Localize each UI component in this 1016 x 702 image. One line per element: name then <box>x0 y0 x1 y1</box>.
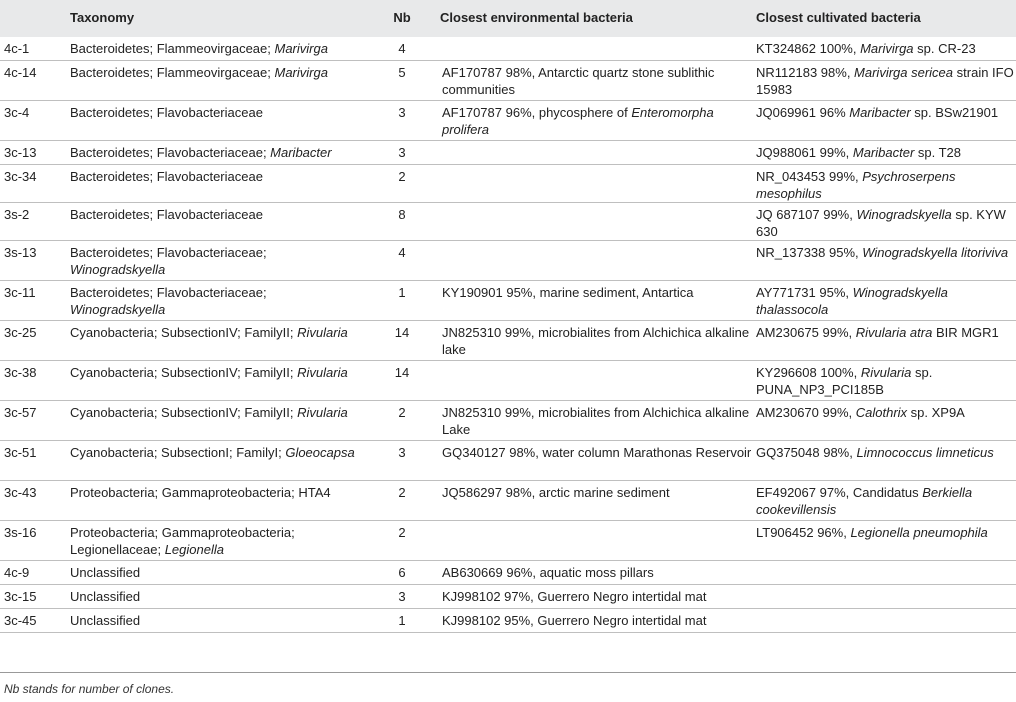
cell-text: Unclassified <box>70 589 141 604</box>
clone-id-cell: 3c-57 <box>4 405 37 420</box>
italic-taxon-name: Winogradskyella <box>70 261 166 277</box>
clone-count-cell: 3 <box>398 105 406 120</box>
environmental-bacteria-cell <box>438 481 754 521</box>
cultivated-bacteria-cell <box>754 561 1016 585</box>
cell-text: Proteobacteria; Gammaproteobacteria; HTA4 <box>70 485 331 500</box>
cell-text: JN825310 99%, microbialites from Alchichica alkaline lake <box>442 325 750 357</box>
environmental-bacteria-cell <box>438 101 754 141</box>
clone-count-cell: 14 <box>394 365 410 380</box>
clone-id-cell: 3s-2 <box>4 207 30 222</box>
environmental-bacteria-cell <box>438 141 754 165</box>
environmental-bacteria-cell <box>438 321 754 361</box>
table-row <box>0 321 1016 361</box>
cell-text: NR112183 98%, <box>756 65 855 80</box>
cultivated-bacteria-cell <box>754 141 1016 165</box>
italic-taxon-name: Rivularia <box>860 365 912 380</box>
environmental-bacteria-cell <box>438 441 754 481</box>
italic-taxon-name: Gloeocapsa <box>285 445 355 460</box>
taxonomy-cell <box>68 521 366 561</box>
clone-id-cell: 3c-43 <box>4 485 37 500</box>
cell-text: AF170787 96%, phycosphere of <box>442 105 632 120</box>
taxonomy-cell <box>68 281 366 321</box>
clone-id-cell: 4c-14 <box>4 65 37 80</box>
cell-text: KY296608 100%, <box>756 365 861 380</box>
italic-taxon-name: Calothrix <box>855 405 908 420</box>
cell-text: GQ340127 98%, water column Marathonas Reservoir <box>442 445 752 460</box>
clone-count-cell: 2 <box>398 485 406 500</box>
table-row <box>0 37 1016 61</box>
taxonomy-cell <box>68 361 366 401</box>
cell-text: sp. CR-23 <box>913 41 976 56</box>
cultivated-bacteria-cell <box>754 441 1016 481</box>
environmental-bacteria-cell <box>438 561 754 585</box>
cell-text: AF170787 98%, Antarctic quartz stone sublithic communities <box>442 65 715 97</box>
italic-taxon-name: Marivirga sericea <box>854 65 954 80</box>
cultivated-bacteria-cell <box>754 361 1016 401</box>
clone-id-cell: 3c-34 <box>4 169 37 184</box>
cultivated-bacteria-cell <box>754 281 1016 321</box>
taxonomy-cell <box>68 585 366 609</box>
table-row <box>0 241 1016 281</box>
environmental-bacteria-cell <box>438 609 754 633</box>
taxonomy-cell <box>68 609 366 633</box>
header-id <box>0 0 68 37</box>
taxonomy-cell <box>68 441 366 481</box>
taxonomy-cell <box>68 561 366 585</box>
table-row <box>0 141 1016 165</box>
cell-text: BIR MGR1 <box>932 325 999 340</box>
header-nb: Nb <box>393 10 411 26</box>
cell-text: Bacteroidetes; Flavobacteriaceae <box>70 207 263 222</box>
clone-id-cell: 3c-13 <box>4 145 37 160</box>
clone-count-cell: 5 <box>398 65 406 80</box>
taxonomy-cell <box>68 203 366 241</box>
italic-taxon-name: Marivirga <box>860 41 914 56</box>
italic-taxon-name: Legionella <box>164 541 224 557</box>
cultivated-bacteria-cell <box>754 203 1016 241</box>
cell-text: KJ998102 97%, Guerrero Negro intertidal mat <box>442 589 707 604</box>
table-row <box>0 361 1016 401</box>
italic-taxon-name: Maribacter <box>852 145 915 160</box>
cell-text: sp. KYW 630 <box>756 207 1006 239</box>
table-row <box>0 441 1016 481</box>
italic-taxon-name: Maribacter <box>270 145 332 160</box>
cell-text: sp. XP9A <box>907 405 965 420</box>
italic-taxon-name: Winogradskyella litoriviva <box>862 245 1009 260</box>
cultivated-bacteria-cell <box>754 585 1016 609</box>
cell-text: GQ375048 98%, <box>756 445 857 460</box>
taxonomy-cell <box>68 101 366 141</box>
clone-count-cell: 8 <box>398 207 406 222</box>
cell-text: JQ586297 98%, arctic marine sediment <box>442 485 670 500</box>
cell-text: Bacteroidetes; Flavobacteriaceae; <box>70 285 267 300</box>
italic-taxon-name: Rivularia atra <box>855 325 933 340</box>
table-row <box>0 401 1016 441</box>
cell-text: JN825310 99%, microbialites from Alchichica alkaline Lake <box>442 405 750 437</box>
cell-text: JQ988061 99%, <box>756 145 853 160</box>
header-taxonomy: Taxonomy <box>70 10 135 26</box>
table-row <box>0 101 1016 141</box>
table-row <box>0 61 1016 101</box>
cell-text: Bacteroidetes; Flammeovirgaceae; <box>70 41 275 56</box>
italic-taxon-name: Marivirga <box>274 41 328 56</box>
italic-taxon-name: Psychroserpens mesophilus <box>756 169 956 201</box>
cultivated-bacteria-cell <box>754 321 1016 361</box>
cultivated-bacteria-cell <box>754 165 1016 203</box>
clone-count-cell: 1 <box>398 613 406 628</box>
cultivated-bacteria-cell <box>754 481 1016 521</box>
clone-count-cell: 3 <box>398 145 406 160</box>
cell-text: LT906452 96%, <box>756 525 851 540</box>
taxonomy-cell <box>68 37 366 61</box>
environmental-bacteria-cell <box>438 361 754 401</box>
cell-text: strain IFO 15983 <box>756 65 1014 97</box>
taxonomy-cell <box>68 165 366 203</box>
taxonomy-cell <box>68 61 366 101</box>
cell-text: sp. BSw21901 <box>910 105 999 120</box>
table-row <box>0 521 1016 561</box>
cell-text: sp. T28 <box>914 145 962 160</box>
taxonomy-cell <box>68 321 366 361</box>
cell-text: sp. PUNA_NP3_PCI185B <box>756 365 933 397</box>
clone-id-cell: 3c-38 <box>4 365 37 380</box>
clone-id-cell: 4c-1 <box>4 41 30 56</box>
cultivated-bacteria-cell <box>754 61 1016 101</box>
table-row <box>0 203 1016 241</box>
taxonomy-cell <box>68 241 366 281</box>
environmental-bacteria-cell <box>438 585 754 609</box>
taxonomy-cell <box>68 401 366 441</box>
cultivated-bacteria-cell <box>754 521 1016 561</box>
cell-text: KY190901 95%, marine sediment, Antartica <box>442 285 694 300</box>
cultivated-bacteria-cell <box>754 609 1016 633</box>
cell-text: KT324862 100%, <box>756 41 861 56</box>
italic-taxon-name: Limnococcus limneticus <box>856 445 994 460</box>
clone-count-cell: 2 <box>398 525 406 540</box>
environmental-bacteria-cell <box>438 203 754 241</box>
environmental-bacteria-cell <box>438 281 754 321</box>
table-footnote: Nb stands for number of clones. <box>4 682 175 696</box>
environmental-bacteria-cell <box>438 37 754 61</box>
clone-count-cell: 4 <box>398 245 406 260</box>
clone-id-cell: 3c-51 <box>4 445 37 460</box>
taxonomy-cell <box>68 481 366 521</box>
cell-text: EF492067 97%, Candidatus <box>756 485 923 500</box>
clone-count-cell: 1 <box>398 285 406 300</box>
cell-text: AY771731 95%, <box>756 285 853 300</box>
clone-count-cell: 3 <box>398 445 406 460</box>
environmental-bacteria-cell <box>438 521 754 561</box>
italic-taxon-name: Winogradskyella <box>856 207 952 222</box>
cultivated-bacteria-cell <box>754 241 1016 281</box>
cell-text: Bacteroidetes; Flavobacteriaceae; <box>70 145 271 160</box>
taxonomy-cell <box>68 141 366 165</box>
clone-count-cell: 2 <box>398 169 406 184</box>
table-row <box>0 609 1016 633</box>
cell-text: Unclassified <box>70 565 141 580</box>
cell-text: NR_043453 99%, <box>756 169 863 184</box>
environmental-bacteria-cell <box>438 401 754 441</box>
table-row <box>0 561 1016 585</box>
clone-id-cell: 3c-15 <box>4 589 37 604</box>
cell-text: JQ069961 96% <box>756 105 850 120</box>
cell-text: KJ998102 95%, Guerrero Negro intertidal mat <box>442 613 707 628</box>
table-row <box>0 481 1016 521</box>
clone-id-cell: 3c-11 <box>4 285 36 300</box>
italic-taxon-name: Winogradskyella thalassocola <box>756 285 948 317</box>
clone-count-cell: 6 <box>398 565 406 580</box>
cell-text: AM230675 99%, <box>756 325 856 340</box>
italic-taxon-name: Legionella pneumophila <box>850 525 988 540</box>
cell-text: Cyanobacteria; SubsectionIV; FamilyII; <box>70 365 298 380</box>
cell-text: Bacteroidetes; Flavobacteriaceae <box>70 169 263 184</box>
environmental-bacteria-cell <box>438 165 754 203</box>
clone-id-cell: 3c-45 <box>4 613 37 628</box>
cell-text: JQ 687107 99%, <box>756 207 857 222</box>
clone-id-cell: 4c-9 <box>4 565 30 580</box>
cell-text: Bacteroidetes; Flavobacteriaceae <box>70 105 263 120</box>
clone-id-cell: 3s-16 <box>4 525 37 540</box>
cell-text: Bacteroidetes; Flammeovirgaceae; <box>70 65 275 80</box>
header-cultivated: Closest cultivated bacteria <box>756 10 921 26</box>
cell-text: Cyanobacteria; SubsectionIV; FamilyII; <box>70 405 298 420</box>
cell-text: NR_137338 95%, <box>756 245 863 260</box>
italic-taxon-name: Marivirga <box>274 65 328 80</box>
cultivated-bacteria-cell <box>754 37 1016 61</box>
clone-count-cell: 4 <box>398 41 406 56</box>
table-row <box>0 165 1016 203</box>
table-bottom-rule <box>0 672 1016 673</box>
header-row <box>0 0 1016 37</box>
italic-taxon-name: Rivularia <box>297 405 348 420</box>
table-header <box>0 0 1016 37</box>
italic-taxon-name: Rivularia <box>297 325 348 340</box>
clone-id-cell: 3c-4 <box>4 105 30 120</box>
clone-count-cell: 14 <box>394 325 410 340</box>
clone-id-cell: 3s-13 <box>4 245 37 260</box>
cell-text: Unclassified <box>70 613 141 628</box>
italic-taxon-name: Maribacter <box>849 105 911 120</box>
italic-taxon-name: Berkiella cookevillensis <box>756 485 973 517</box>
cultivated-bacteria-cell <box>754 101 1016 141</box>
header-environmental: Closest environmental bacteria <box>440 10 633 26</box>
cell-text: Proteobacteria; Gammaproteobacteria; Legionellaceae; <box>70 525 295 557</box>
cultivated-bacteria-cell <box>754 401 1016 441</box>
italic-taxon-name: Rivularia <box>297 365 348 380</box>
cell-text: Bacteroidetes; Flavobacteriaceae; <box>70 245 267 260</box>
cell-text: Cyanobacteria; SubsectionI; FamilyI; <box>70 445 286 460</box>
cell-text: Cyanobacteria; SubsectionIV; FamilyII; <box>70 325 298 340</box>
cell-text: AB630669 96%, aquatic moss pillars <box>442 565 654 580</box>
table-body <box>0 37 1016 633</box>
italic-taxon-name: Winogradskyella <box>70 301 166 317</box>
clone-count-cell: 3 <box>398 589 406 604</box>
table-row <box>0 585 1016 609</box>
table-row <box>0 281 1016 321</box>
environmental-bacteria-cell <box>438 61 754 101</box>
italic-taxon-name: Enteromorpha prolifera <box>442 105 714 137</box>
cell-text: AM230670 99%, <box>756 405 856 420</box>
clone-count-cell: 2 <box>398 405 406 420</box>
clone-id-cell: 3c-25 <box>4 325 37 340</box>
environmental-bacteria-cell <box>438 241 754 281</box>
